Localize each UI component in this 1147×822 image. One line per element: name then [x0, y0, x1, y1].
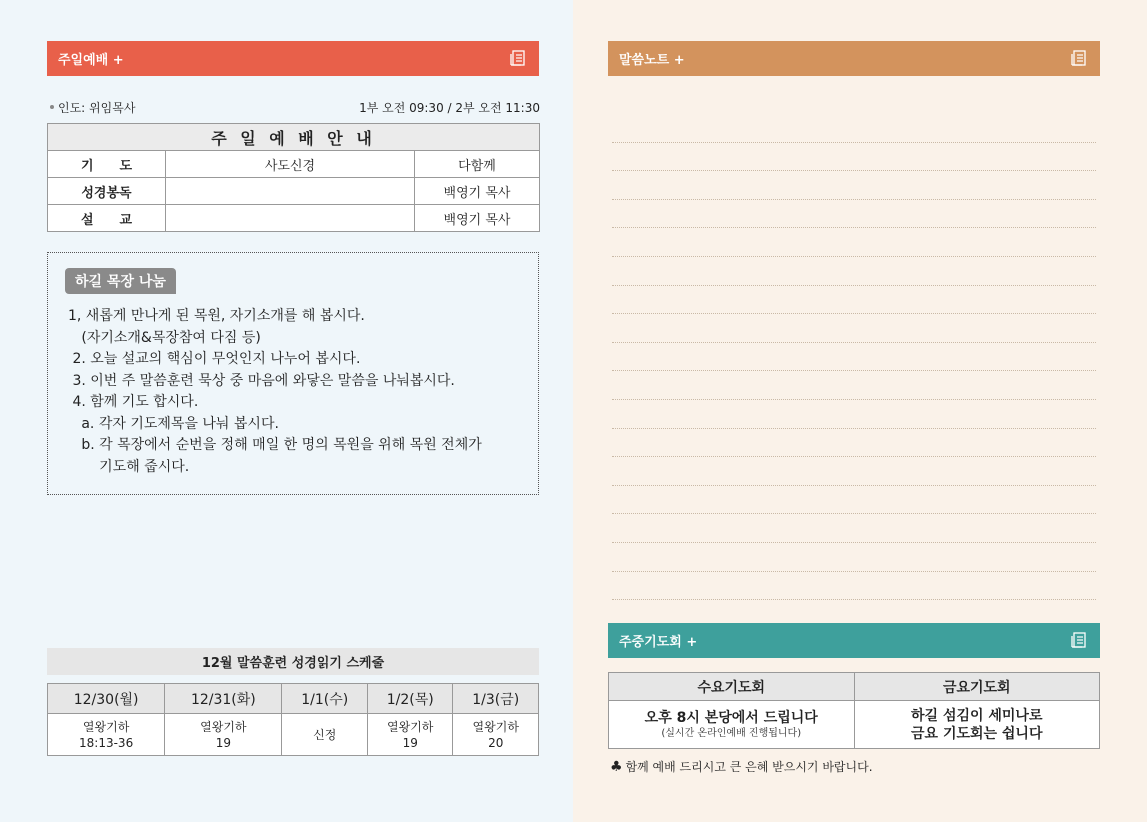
note-line[interactable]: [612, 457, 1096, 486]
invocation-text: 인도: 위임목사: [58, 101, 136, 115]
note-lines[interactable]: [612, 114, 1096, 600]
schedule-date: 12/31(화): [165, 684, 282, 714]
reading-book: 열왕기하: [387, 719, 434, 734]
note-line[interactable]: [612, 228, 1096, 257]
schedule-date: 1/3(금): [453, 684, 539, 714]
friday-header: 금요기도회: [854, 673, 1100, 701]
row-label: 설 교: [48, 205, 166, 232]
sermon-notes-header[interactable]: [608, 41, 1100, 76]
sharing-box: [47, 252, 539, 495]
document-list-icon[interactable]: [1070, 49, 1088, 67]
reading-book: 열왕기하: [472, 719, 519, 734]
prayer-header-row: [609, 673, 1100, 701]
reading-chapter: 19: [215, 735, 231, 750]
row-label: 기 도: [48, 151, 166, 178]
wednesday-header: 수요기도회: [609, 673, 855, 701]
wednesday-cell: [609, 701, 855, 749]
service-times: 1부 오전 09:30 / 2부 오전 11:30: [359, 101, 540, 115]
reading-book: 열왕기하: [200, 719, 247, 734]
note-line[interactable]: [612, 514, 1096, 543]
wednesday-main: 오후 8시 본당에서 드립니다: [644, 710, 818, 726]
note-line[interactable]: [612, 429, 1096, 458]
friday-cell: [854, 701, 1100, 749]
row-content: 사도신경: [166, 151, 415, 178]
reading-chapter: 18:13-36: [79, 735, 134, 750]
row-label: 성경봉독: [48, 178, 166, 205]
table-row: [48, 178, 540, 205]
row-person: 다함께: [415, 151, 540, 178]
note-line[interactable]: [612, 543, 1096, 572]
note-line[interactable]: [612, 200, 1096, 229]
row-person: 백영기 목사: [415, 205, 540, 232]
prayer-table: [608, 672, 1100, 749]
sunday-worship-title: 주일예배 +: [58, 53, 124, 68]
bullet-icon: [50, 105, 54, 109]
sharing-list: [68, 306, 482, 478]
schedule-reading: [282, 714, 368, 756]
list-item: 기도해 줍시다.: [68, 458, 190, 475]
prayer-body-row: [609, 701, 1100, 749]
note-line[interactable]: [612, 143, 1096, 172]
list-item: 3. 이번 주 말씀훈련 묵상 중 마음에 와닿은 말씀을 나눠봅시다.: [68, 372, 455, 389]
list-item: b. 각 목장에서 순번을 정해 매일 한 명의 목원을 위해 목원 전체가: [68, 437, 482, 453]
reading-chapter: 19: [402, 735, 418, 750]
document-list-icon[interactable]: [509, 49, 527, 67]
list-item: (자기소개&목장참여 다짐 등): [68, 329, 261, 346]
table-row: [48, 151, 540, 178]
invocation-info: [50, 99, 135, 116]
schedule-date: 12/30(월): [48, 684, 165, 714]
closing-text: 함께 예배 드리시고 큰 은혜 받으시기 바랍니다.: [625, 760, 873, 774]
schedule-reading: [165, 714, 282, 756]
row-content: [166, 178, 415, 205]
sharing-title: 하길 목장 나눔: [65, 268, 176, 294]
schedule-date: 1/2(목): [367, 684, 453, 714]
weekday-prayer-title: 주중기도회 +: [619, 635, 698, 650]
list-item: a. 각자 기도제목을 나눠 봅시다.: [68, 415, 279, 432]
note-line[interactable]: [612, 286, 1096, 315]
schedule-title: 12월 말씀훈련 성경읽기 스케줄: [47, 648, 539, 675]
reading-chapter: 20: [488, 735, 504, 750]
note-line[interactable]: [612, 171, 1096, 200]
table-row: [48, 205, 540, 232]
schedule-reading-row: [48, 714, 539, 756]
sunday-worship-header[interactable]: [47, 41, 539, 76]
reading-book: 열왕기하: [82, 719, 130, 734]
club-suit-icon: ♣: [610, 759, 623, 775]
row-person: 백영기 목사: [415, 178, 540, 205]
row-content: [166, 205, 415, 232]
note-line[interactable]: [612, 572, 1096, 601]
list-item: 1, 새롭게 만나게 된 목원, 자기소개를 해 봅시다.: [68, 308, 365, 324]
note-line[interactable]: [612, 314, 1096, 343]
list-item: 2. 오늘 설교의 핵심이 무엇인지 나누어 봅시다.: [68, 351, 361, 367]
note-line[interactable]: [612, 400, 1096, 429]
service-table: [47, 123, 540, 232]
friday-line-1: 하길 섬김이 세미나로: [911, 707, 1043, 724]
weekday-prayer-header[interactable]: [608, 623, 1100, 658]
schedule-reading: [367, 714, 453, 756]
list-item: 4. 함께 기도 합시다.: [68, 394, 199, 410]
document-list-icon[interactable]: [1070, 631, 1088, 649]
wednesday-sub: (실시간 온라인예배 진행됩니다): [661, 728, 802, 739]
schedule-date-row: [48, 684, 539, 714]
note-line[interactable]: [612, 486, 1096, 515]
note-line[interactable]: [612, 114, 1096, 143]
reading-book: 신정: [313, 727, 337, 742]
sermon-notes-title: 말씀노트 +: [619, 53, 685, 68]
schedule-reading: [453, 714, 539, 756]
note-line[interactable]: [612, 343, 1096, 372]
schedule-date: 1/1(수): [282, 684, 368, 714]
schedule-reading: [48, 714, 165, 756]
service-table-title: 주 일 예 배 안 내: [48, 124, 540, 151]
friday-line-2: 금요 기도회는 쉽니다: [911, 725, 1043, 742]
note-line[interactable]: [612, 371, 1096, 400]
closing-message: [610, 758, 873, 775]
schedule-table: [47, 683, 539, 756]
note-line[interactable]: [612, 257, 1096, 286]
